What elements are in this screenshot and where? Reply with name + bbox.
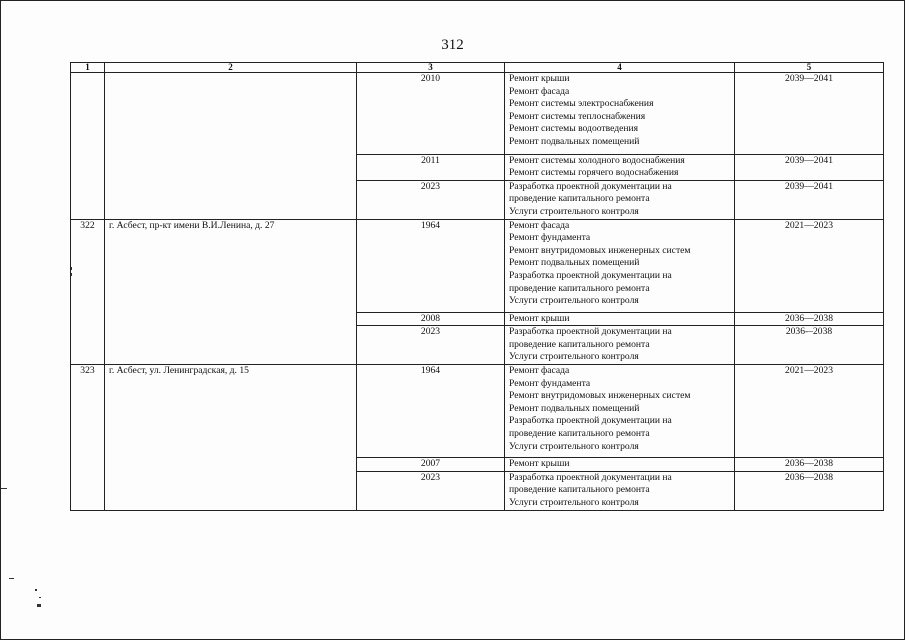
work-item: Услуги строительного контроля (509, 440, 639, 452)
column-header: 3 (357, 63, 505, 73)
works-cell (505, 73, 735, 155)
works-cell (505, 326, 735, 365)
table-body (71, 73, 884, 511)
work-item: Ремонт крыши (509, 73, 570, 84)
period-cell: 2036-–2038 (735, 326, 884, 365)
table-row (71, 365, 884, 458)
work-item: Ремонт фасада (509, 219, 570, 231)
scan-speck (71, 267, 72, 270)
column-header: 2 (105, 63, 357, 73)
scan-speck (71, 273, 72, 276)
table-row (71, 73, 884, 155)
year-cell: 1964 (357, 219, 505, 312)
page-number: 312 (441, 37, 464, 53)
period-cell: 2039—2041 (735, 73, 884, 155)
work-item: Услуги строительного контроля (509, 205, 639, 217)
work-item: проведение капитального ремонта (509, 338, 650, 350)
work-item: Ремонт системы водоотведения (509, 123, 639, 135)
work-item: Ремонт системы теплоснабжения (509, 110, 646, 122)
work-item: Ремонт системы электроснабжения (509, 98, 654, 110)
work-item: проведение капитального ремонта (509, 282, 650, 294)
column-header: 4 (505, 63, 735, 73)
works-cell (505, 219, 735, 312)
works-cell (505, 365, 735, 458)
work-item: проведение капитального ремонта (509, 428, 650, 440)
works-cell (505, 458, 735, 472)
work-item: Услуги строительного контроля (509, 295, 639, 307)
work-item: Услуги строительного контроля (509, 351, 639, 363)
works-cell (505, 154, 735, 180)
scan-speck (35, 589, 37, 591)
work-item: Ремонт фундамента (509, 377, 591, 389)
scan-speck (9, 578, 14, 579)
works-cell (505, 471, 735, 510)
table-row (71, 219, 884, 312)
column-header: 1 (71, 63, 105, 73)
period-cell: 2021—2023 (735, 365, 884, 458)
work-item: Ремонт фасада (509, 365, 570, 377)
row-number-cell: 322 (71, 219, 105, 365)
work-item: Ремонт подвальных помещений (509, 402, 640, 414)
work-item: Ремонт системы горячего водоснабжения (509, 167, 679, 179)
address-cell (105, 73, 357, 220)
works-cell (505, 312, 735, 326)
scan-speck (39, 597, 41, 598)
work-item: Ремонт фасада (509, 85, 570, 97)
work-item: проведение капитального ремонта (509, 193, 650, 205)
period-cell: 2036—2038 (735, 471, 884, 510)
table-header-row (71, 63, 884, 73)
year-cell: 2023 (357, 471, 505, 510)
address-cell: г. Асбест, ул. Ленинградская, д. 15 (105, 365, 357, 511)
year-cell: 2007 (357, 458, 505, 472)
period-cell: 2039—2041 (735, 180, 884, 219)
work-item: Ремонт подвальных помещений (509, 257, 640, 269)
year-cell: 2011 (357, 154, 505, 180)
work-item: проведение капитального ремонта (509, 484, 650, 496)
period-cell: 2039—2041 (735, 154, 884, 180)
work-item: Разработка проектной документации на (509, 326, 672, 338)
work-item: Услуги строительного контроля (509, 497, 639, 508)
work-item: Ремонт крыши (509, 458, 570, 470)
work-item: Ремонт крыши (509, 312, 570, 324)
repair-schedule-table (70, 62, 884, 511)
year-cell: 2023 (357, 326, 505, 365)
period-cell: 2036—2038 (735, 312, 884, 326)
period-cell: 2036—2038 (735, 458, 884, 472)
work-item: Ремонт фундамента (509, 232, 591, 244)
work-item: Ремонт подвальных помещений (509, 135, 640, 147)
works-cell (505, 180, 735, 219)
row-number-cell: 323 (71, 365, 105, 511)
work-item: Ремонт внутридомовых инженерных систем (509, 244, 691, 256)
work-item: Разработка проектной документации на (509, 269, 672, 281)
work-item: Разработка проектной документации на (509, 180, 672, 192)
year-cell: 2010 (357, 73, 505, 155)
row-number-cell (71, 73, 105, 220)
work-item: Разработка проектной документации на (509, 471, 672, 483)
work-item: Ремонт внутридомовых инженерных систем (509, 390, 691, 402)
period-cell: 2021—2023 (735, 219, 884, 312)
scan-speck (1, 488, 7, 489)
year-cell: 2008 (357, 312, 505, 326)
scan-speck (37, 604, 41, 607)
year-cell: 2023 (357, 180, 505, 219)
address-cell: г. Асбест, пр-кт имени В.И.Ленина, д. 27 (105, 219, 357, 365)
work-item: Ремонт системы холодного водоснабжения (509, 154, 685, 166)
column-header: 5 (735, 63, 884, 73)
year-cell: 1964 (357, 365, 505, 458)
work-item: Разработка проектной документации на (509, 415, 672, 427)
